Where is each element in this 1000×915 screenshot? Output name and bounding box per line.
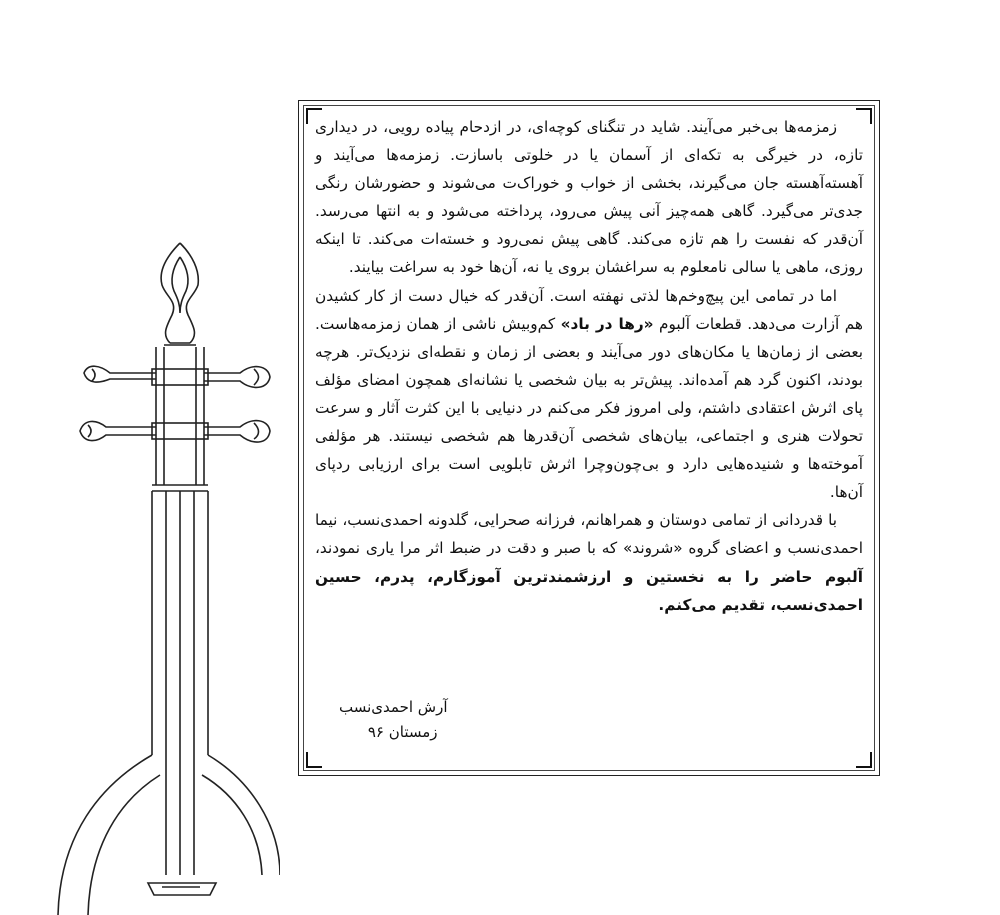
frame-corner-ornament [306, 752, 322, 768]
liner-notes-text [315, 113, 863, 695]
paragraph-3 [315, 506, 863, 618]
author-name: آرش احمدی‌نسب [339, 698, 448, 716]
frame-corner-ornament [856, 752, 872, 768]
setar-illustration [40, 235, 280, 915]
text-frame [298, 100, 880, 776]
signature-date: زمستان ۹۶ [367, 723, 438, 741]
signature-block [339, 695, 448, 745]
paragraph-2 [315, 282, 863, 507]
paragraph-2-text-a: اما در تمامی این پیچ‌وخم‌ها لذتی نهفته است. آن‌قدر که خیال دست از کار کشیدن هم آزارت می‌دهد. قطعات آلبوم [315, 286, 863, 333]
paragraph-2-text-b: کم‌وبیش ناشی از همان زمزمه‌هاست. بعضی از زمان‌ها یا مکان‌های دور می‌آیند و بعضی از زمان و نقطه‌ای نزدیک‌تر. هرچه بودند، اکنون گرد هم آمده‌اند. پیش‌تر به بیان شخصی یا نشانه‌ای همچون امضای مؤلف پای اثرش اعتقادی داشتم، ولی امروز فکر می‌کنم در دنیایی با این کثرت آثار و سرعت تحولات هنری و اجتماعی، بیان‌های شخصی آن‌قدرها هم شخصی نیستند. هر مؤلفی آموخته‌ها و شنیده‌هایی دارد و بی‌چون‌وچرا اثرش تابلویی است برای ارزیابی ردپای آن‌ها. [315, 314, 863, 502]
paragraph-1: زمزمه‌ها بی‌خبر می‌آیند. شاید در تنگنای کوچه‌ای، در ازدحام پیاده رویی، در دیداری تازه، در خیرگی به تکه‌ای از آسمان یا در خلوتی باسازت. زمزمه‌ها می‌آیند و آهسته‌آهسته جان می‌گیرند، بخشی از خواب و خوراک‌ت می‌شوند و حضورشان رنگی جدی‌تر می‌گیرد. گاهی همه‌چیز آنی پیش می‌رود، پرداخته می‌شود و به انتها می‌رسد. آن‌قدر که نفست را هم تازه می‌کند. گاهی پیش نمی‌رود و خسته‌ات می‌کند. تا اینکه روزی، ماهی یا سالی نامعلوم به سراغشان بروی یا نه، آن‌ها خود به سراغت بیایند. [315, 118, 863, 277]
dedication-text: آلبوم حاضر را به نخستین و ارزشمندترین آموزگارم، پدرم، حسین احمدی‌نسب، تقدیم می‌کنم. [315, 567, 863, 614]
album-title: «رها در باد» [560, 314, 654, 333]
paragraph-3-text: با قدردانی از تمامی دوستان و همراهانم، فرزانه صحرایی، گلدونه احمدی‌نسب، نیما احمدی‌نسب و اعضای گروه «شروند» که با صبر و دقت در ضبط اثر مرا یاری نمودند، [315, 511, 863, 558]
